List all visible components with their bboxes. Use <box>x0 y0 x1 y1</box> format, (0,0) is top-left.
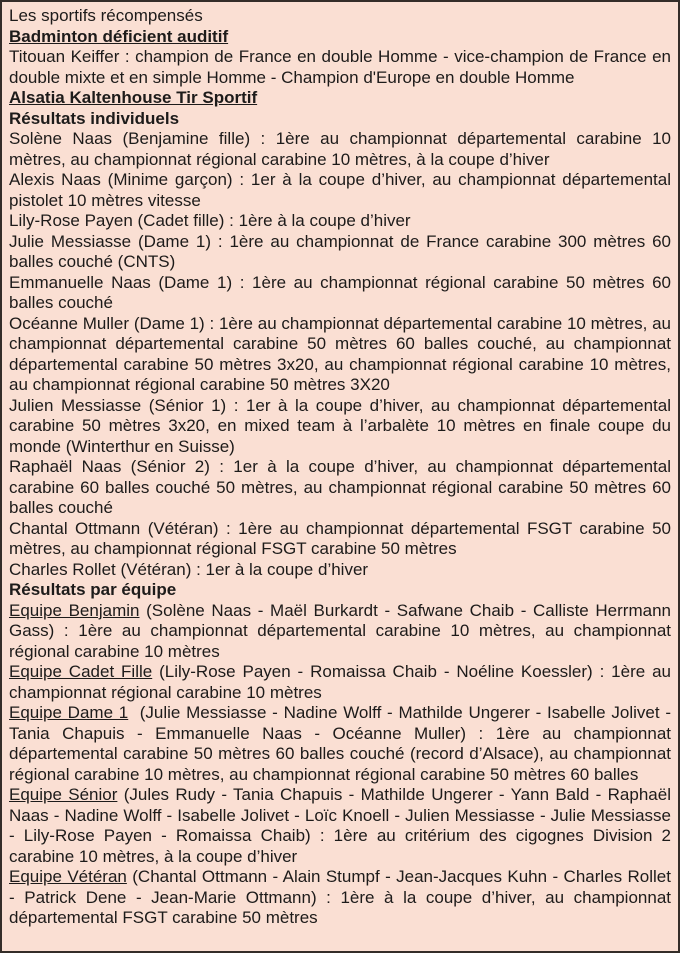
individual-result: Raphaël Naas (Sénior 2) : 1er à la coupe d’hiver, au championnat départemental carabine 60 balles couché 50 mètres, au championnat régional carabine 50 mètres 60 balles couché <box>9 457 671 517</box>
section-heading-badminton-label: Badminton déficient auditif <box>9 26 229 46</box>
subheading-team-results-label: Résultats par équipe <box>9 580 177 599</box>
individual-result: Océanne Muller (Dame 1) : 1ère au championnat départemental carabine 10 mètres, au championnat départemental carabine 50 mètres 60 balles couché, au championnat départemental carabine 50 mètres 3x20, au championnat régional carabine 10 mètres, au championnat régional carabine 50 mètres 3X20 <box>9 313 671 394</box>
subheading-team-results <box>9 580 671 601</box>
team-name: Equipe Benjamin <box>9 600 140 620</box>
team-name: Equipe Dame 1 <box>9 703 129 722</box>
section-heading-club <box>9 88 671 109</box>
team-details: (Lily-Rose Payen - Romaissa Chaib - Noéline Koessler) : 1ère au championnat régional carabine 10 mètres <box>9 662 671 702</box>
section-heading-club-label: Alsatia Kaltenhouse Tir Sportif <box>9 88 258 107</box>
individual-result: Julien Messiasse (Sénior 1) : 1er à la coupe d’hiver, au championnat départemental carabine 50 mètres 3x20, en mixed team à l’arbalète 10 mètres en finale coupe du monde (Winterthur en Suisse) <box>9 395 671 456</box>
badminton-result: Titouan Keiffer : champion de France en double Homme - vice-champion de France en double mixte et en simple Homme - Champion d'Europe en double Homme <box>9 47 671 87</box>
page-title: Les sportifs récompensés <box>9 6 203 25</box>
team-details: (Chantal Ottmann - Alain Stumpf - Jean-Jacques Kuhn - Charles Rollet - Patrick Dene - Jean-Marie Ottmann) : 1ère à la coupe d’hiver, au championnat départemental FSGT carabine 50 mètres <box>9 867 671 927</box>
subheading-individual-results-label: Résultats individuels <box>9 108 180 128</box>
team-result <box>9 703 671 785</box>
individual-result: Lily-Rose Payen (Cadet fille) : 1ère à la coupe d’hiver <box>9 211 411 230</box>
team-details: (Julie Messiasse - Nadine Wolff - Mathilde Ungerer - Isabelle Jolivet - Tania Chapuis - Emmanuelle Naas - Océanne Muller) : 1ère au championnat départemental carabine 50 mètres 60 balles couché (record d’Alsace), au championnat régional carabine 10 mètres, au championnat régional carabine 50 mètres 60 balles <box>9 703 671 784</box>
team-result <box>9 601 671 663</box>
individual-result: Julie Messiasse (Dame 1) : 1ère au championnat de France carabine 300 mètres 60 balles couché (CNTS) <box>9 231 671 271</box>
individual-result: Charles Rollet (Vétéran) : 1er à la coupe d’hiver <box>9 559 369 579</box>
team-result <box>9 785 671 867</box>
team-details: (Solène Naas - Maël Burkardt - Safwane Chaib - Calliste Herrmann Gass) : 1ère au championnat départemental carabine 10 mètres, au championnat régional carabine 10 mètres <box>9 600 671 661</box>
subheading-individual-results <box>9 109 671 130</box>
section-heading-badminton <box>9 27 671 48</box>
individual-result: Emmanuelle Naas (Dame 1) : 1ère au championnat régional carabine 50 mètres 60 balles couché <box>9 272 671 312</box>
team-name: Equipe Cadet Fille <box>9 662 153 681</box>
individual-result: Solène Naas (Benjamine fille) : 1ère au championnat départemental carabine 10 mètres, au championnat régional carabine 10 mètres, à la coupe d’hiver <box>9 129 671 169</box>
team-name: Equipe Vétéran <box>9 867 127 886</box>
team-result <box>9 867 671 929</box>
team-details: (Jules Rudy - Tania Chapuis - Mathilde Ungerer - Yann Bald - Raphaël Naas - Nadine Wolff - Isabelle Jolivet - Loïc Knoell - Julien Messiasse - Julie Messiasse - Lily-Rose Payen - Romaissa Chaib) : 1ère au critérium des cigognes Division 2 carabine 10 mètres, à la coupe d’hiver <box>9 785 671 866</box>
team-name: Equipe Sénior <box>9 785 118 804</box>
team-result <box>9 662 671 703</box>
individual-result: Alexis Naas (Minime garçon) : 1er à la coupe d’hiver, au championnat départemental pistolet 10 mètres vitesse <box>9 170 671 210</box>
individual-result: Chantal Ottmann (Vétéran) : 1ère au championnat départemental FSGT carabine 50 mètres, au championnat régional FSGT carabine 50 mètres <box>9 518 671 558</box>
